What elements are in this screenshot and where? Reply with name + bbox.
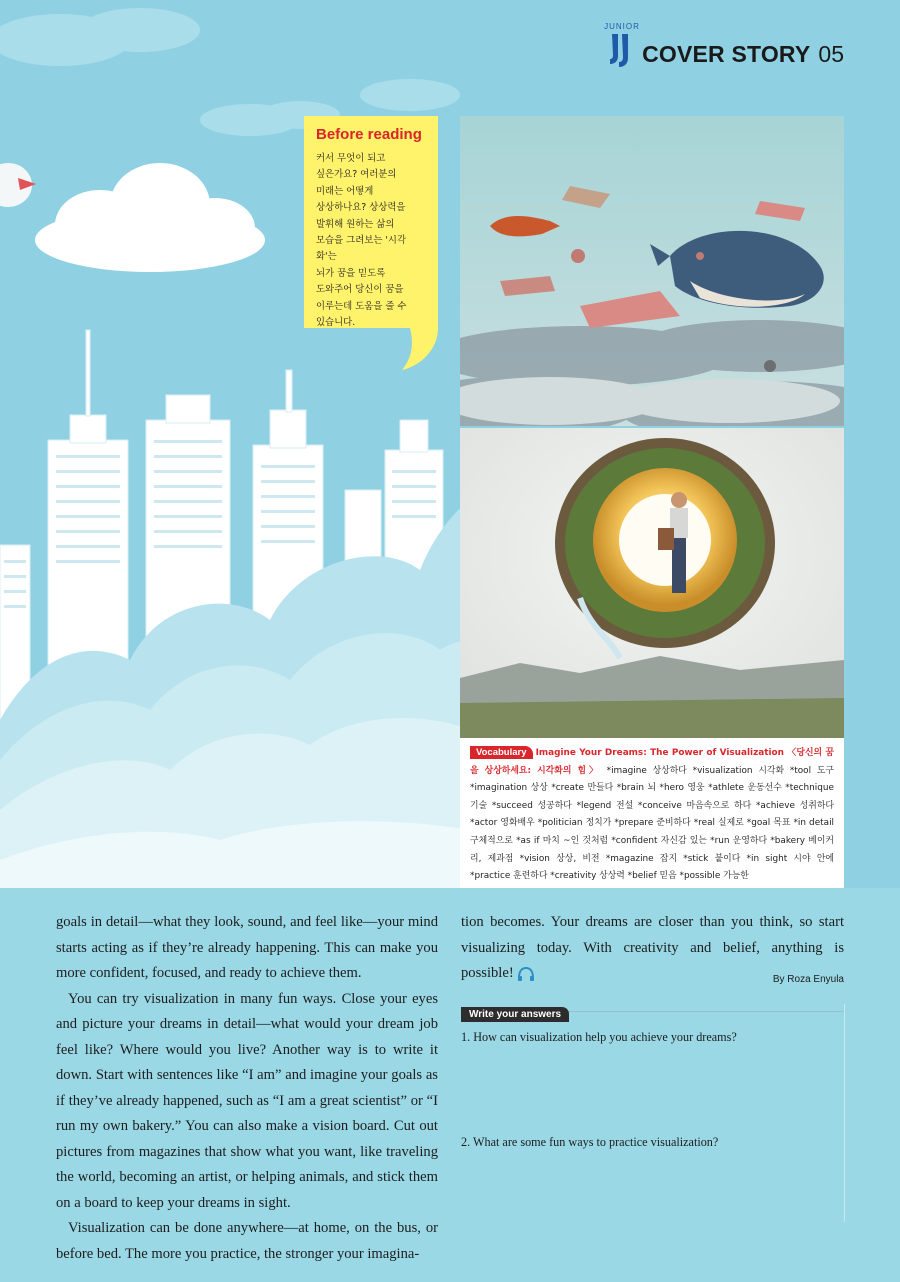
article-paragraph: You can try visualization in many fun ways. Close your eyes and picture your dreams in detail—what would your dream job feel like? Where would you live? Another way is to write it down. Start with sentences like “I am” and imagine your goals as if they’ve already happened, such as “I am a great scientist” or “I run my own bakery.” You can also make a vision board. Cut out pictures from magazines that show what you want, like traveling the world, becoming an artist, or helping animals, and stick them on a board to keep your dreams in sight. <box>56 990 438 1211</box>
article-closing-text: tion becomes. Your dreams are closer than you think, so start visualizing today. With creativity and belief, anything is possible! <box>461 914 844 981</box>
logo-small-text: JUNIOR <box>604 22 640 31</box>
page-number: 05 <box>818 41 844 67</box>
note-line: 발휘해 원하는 삶의 <box>316 218 395 230</box>
before-reading-note <box>304 116 438 328</box>
vocabulary-tag: Vocabulary <box>470 746 533 759</box>
before-reading-title: Before reading <box>316 126 422 143</box>
question-1: 1. How can visualization help you achieve your dreams? <box>461 1030 737 1044</box>
headphones-icon[interactable] <box>517 966 535 982</box>
article-right-column <box>461 910 844 992</box>
vocabulary-title: Imagine Your Dreams: The Power of Visualization 〈당신의 꿈을 상상하세요: 시각화의 힘〉 <box>470 748 834 776</box>
speech-tail-icon <box>398 320 438 370</box>
article-left-column <box>56 910 438 1267</box>
note-line: 있습니다. <box>316 317 356 329</box>
question-2: 2. What are some fun ways to practice visualization? <box>461 1135 719 1149</box>
note-line: 싶은가요? 여러분의 <box>316 169 397 181</box>
article-paragraph: Visualization can be done anywhere—at home, on the bus, or before bed. The more you practice, the stronger your imagina- <box>56 1220 438 1262</box>
article-paragraph: goals in detail—what they look, sound, and feel like—your mind starts acting as if they’re already happening. This can make you more confident, focused, and ready to achieve them. <box>56 914 438 981</box>
note-line: 이루는데 도움을 줄 수 <box>316 300 407 312</box>
logo-icon <box>608 28 634 68</box>
note-line: 커서 무엇이 되고 <box>316 153 386 164</box>
section-header <box>604 22 844 68</box>
vocabulary-box <box>460 738 844 888</box>
vocabulary-list: *imagine 상상하다 *visualization 시각화 *tool 도구 *imagination 상상 *create 만들다 *brain 뇌 *hero 영웅 *athlete 운동선수 *technique 기술 *succeed 성공하다 *legend 전설 *conceive 마음속으로 하다 *achieve 성취하다 *actor 영화배우 *politician 정치가 *prepare 준비하다 *real 실제로 *goal 목표 *in detail 구체적으로 *as if 마치 ~인 것처럼 *confident 자신감 있는 *run 운영하다 *bakery 베이커리, 제과점 *vision 상상, 비전 *magazine 잡지 *stick 붙이다 *in sight 시야 안에 *practice 훈련하다 *creativity 상상력 *belief 믿음 *possible 가능한 <box>470 765 834 882</box>
dream-sky-image <box>460 116 844 426</box>
cover-story-title: COVER STORY <box>642 41 811 67</box>
write-answers-tag: Write your answers <box>461 1007 569 1022</box>
junior-logo <box>604 22 640 68</box>
note-line: 뇌가 꿈을 믿도록 <box>316 267 386 279</box>
before-reading-body <box>316 151 426 331</box>
portal-globe-photo <box>460 428 844 738</box>
note-line: 모습을 그려보는 '시각화'는 <box>316 235 407 263</box>
byline: By Roza Enyula <box>772 973 844 985</box>
note-line: 상상하나요? 상상력을 <box>316 202 406 214</box>
portal-globe-image <box>460 428 844 738</box>
write-answers-section <box>461 1004 845 1222</box>
dream-sky-photo <box>460 116 844 426</box>
note-line: 미래는 어떻게 <box>316 185 374 197</box>
note-line: 도와주어 당신이 꿈을 <box>316 284 404 296</box>
